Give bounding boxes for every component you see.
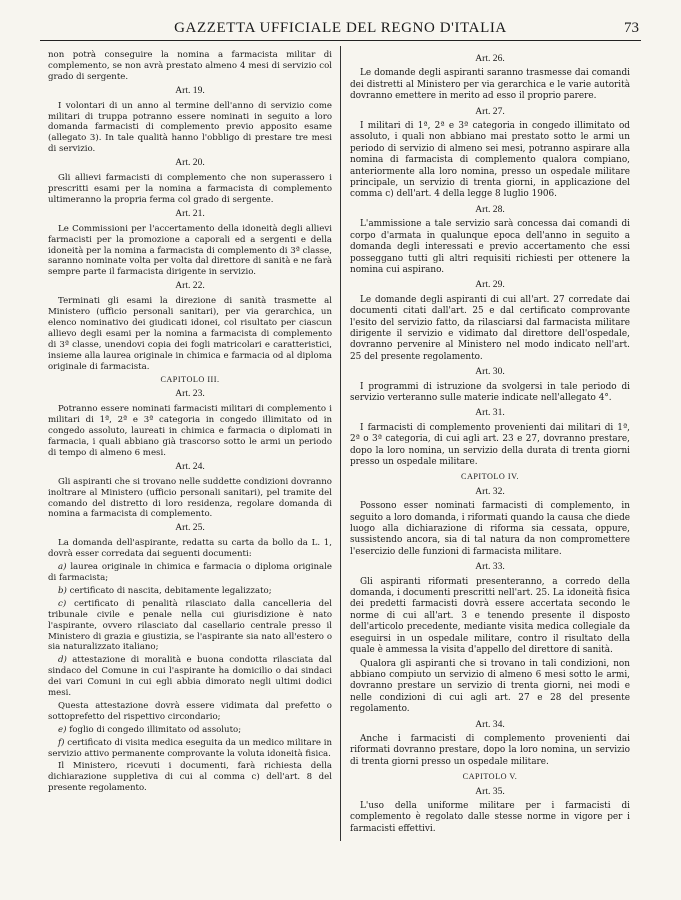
article-heading: Art. 23. xyxy=(175,388,205,400)
article-paragraph: Gli allievi farmacisti di complemento che non superassero i prescritti esami per la nomina a farmacista di complemento ultimeranno la propria ferma col grado di sergente. xyxy=(48,173,332,205)
article-paragraph: Possono esser nominati farmacisti di complemento, in seguito a loro domanda, i riformati quando la causa che diede luogo alla dichiarazione di riforma sia cessata, oppure, sussistendo ancora, sia di tal natura da non compromettere l'esercizio delle funzioni di farmacista militare. xyxy=(350,501,630,557)
article-paragraph: Terminati gli esami la direzione di sanità trasmette al Ministero (ufficio personali sanitari), per via gerarchica, un elenco nominativo dei giudicati idonei, col risultato per ciascun allievo degli esami per la nomina a farmacista di complemento di 3ª classe, unendovi copia dei fogli matricolari e caratteristici, insieme alla laurea originale in chimica e farmacia od al diploma originale di farmacista. xyxy=(48,296,332,372)
list-item xyxy=(48,586,332,597)
article-paragraph: Le domande degli aspiranti saranno trasmesse dai comandi dei distretti al Ministero per via gerarchica e le varie autorità dovranno emettere in merito ad esso il proprio parere. xyxy=(350,68,630,102)
chapter-heading: CAPITOLO IV. xyxy=(460,472,519,482)
article-heading: Art. 27. xyxy=(475,105,505,117)
article-paragraph: Il Ministero, ricevuti i documenti, farà richiesta della dichiarazione suppletiva di cui al comma c) dell'art. 8 del presente regolamento. xyxy=(48,761,332,794)
list-item-text: certificato di visita medica eseguita da un medico militare in servizio attivo permanente comprovante la voluta idoneità fisica. xyxy=(48,737,332,759)
chapter-heading: CAPITOLO V. xyxy=(462,772,518,782)
list-item-text: foglio di congedo illimitato od assoluto; xyxy=(69,724,242,735)
article-heading: Art. 28. xyxy=(475,203,505,215)
list-item xyxy=(48,599,332,654)
list-item xyxy=(48,562,332,584)
article-paragraph: Le domande degli aspiranti di cui all'art. 27 corredate dai documenti citati dall'art. 25 e dal certificato comprovante l'esito del servizio fatto, da rilasciarsi dal farmacista militare dirigente il servizio e vidimato dal direttore dell'ospedale, dovranno pervenire al Ministero nel modo indicato nell'art. 25 del presente regolamento. xyxy=(350,294,630,362)
article-paragraph: Questa attestazione dovrà essere vidimata dal prefetto o sottoprefetto del rispettivo circondario; xyxy=(48,700,332,722)
list-marker: f) xyxy=(58,737,65,748)
list-marker: d) xyxy=(58,655,67,666)
article-paragraph: I programmi di istruzione da svolgersi in tale periodo di servizio verteranno sulle materie indicate nell'allegato 4°. xyxy=(350,381,630,403)
article-heading: Art. 21. xyxy=(175,207,205,219)
article-heading: Art. 24. xyxy=(175,460,205,472)
article-paragraph: L'ammissione a tale servizio sarà concessa dai comandi di corpo d'armata in qualunque epoca dell'anno in seguito a domanda degli interessati e previo accertamento che essi posseggano tutti gli altri requisiti richiesti per ottenere la nomina cui aspirano. xyxy=(350,219,630,275)
article-paragraph: I volontari di un anno al termine dell'anno di servizio come militari di truppa potranno essere nominati in seguito a loro domanda farmacisti di complemento previo apposito esame (allegato 3). In tale qualità hanno l'obbligo di prestare tre mesi di servizio. xyxy=(48,100,332,155)
list-item-text: certificato di nascita, debitamente legalizzato; xyxy=(69,585,272,596)
article-heading: Art. 35. xyxy=(475,785,505,797)
article-heading: Art. 33. xyxy=(475,561,505,573)
list-marker: a) xyxy=(58,562,67,573)
list-marker: e) xyxy=(58,724,67,735)
article-paragraph: Potranno essere nominati farmacisti militari di complemento i militari di 1ª, 2ª e 3ª categoria in congedo illimitato od in congedo assoluto, laureati in chimica e farmacia o diplomati in farmacia, i quali abbiano già trascorso sotto le armi un periodo di tempo di almeno 6 mesi. xyxy=(48,404,332,458)
page-header xyxy=(40,18,641,41)
right-column xyxy=(350,50,630,840)
article-heading: Art. 22. xyxy=(175,280,205,292)
list-marker: b) xyxy=(58,585,67,596)
column-divider xyxy=(340,46,341,841)
article-paragraph: La domanda dell'aspirante, redatta su carta da bollo da L. 1, dovrà esser corredata dai seguenti documenti: xyxy=(48,538,332,560)
article-heading: Art. 29. xyxy=(475,279,505,291)
article-heading: Art. 34. xyxy=(475,718,505,730)
article-paragraph: L'uso della uniforme militare per i farmacisti di complemento è regolato dalle stesse norme in vigore per i farmacisti effettivi. xyxy=(350,800,630,834)
list-marker: c) xyxy=(58,598,67,609)
article-heading: Art. 20. xyxy=(175,157,205,169)
page-number: 73 xyxy=(624,20,639,36)
article-heading: Art. 19. xyxy=(175,84,205,96)
article-paragraph: Anche i farmacisti di complemento provenienti dai riformati dovranno prestare, dopo la loro nomina, un servizio di trenta giorni presso un ospedale militare. xyxy=(350,733,630,767)
article-paragraph: Qualora gli aspiranti che si trovano in tali condizioni, non abbiano compiuto un servizio di almeno 6 mesi sotto le armi, dovranno prestare un servizio di trenta giorni, nei modi e nelle condizioni di cui agli art. 27 e 28 del presente regolamento. xyxy=(350,658,630,715)
running-title: GAZZETTA UFFICIALE DEL REGNO D'ITALIA xyxy=(174,20,507,36)
article-heading: Art. 25. xyxy=(175,522,205,534)
list-item-text: laurea originale in chimica e farmacia o diploma originale di farmacista; xyxy=(48,562,332,583)
list-item xyxy=(48,655,332,699)
list-item xyxy=(48,725,332,736)
continued-paragraph: non potrà conseguire la nomina a farmacista militar di complemento, se non avrà prestato almeno 4 mesi di servizio col grado di sergente. xyxy=(48,50,332,82)
article-heading: Art. 26. xyxy=(475,53,505,64)
article-paragraph: I militari di 1ª, 2ª e 3ª categoria in congedo illimitato od assoluto, i quali non abbiano mai prestato sotto le armi un periodo di servizio di almeno sei mesi, potranno aspirare alla nomina di farmacista di complemento qualora compiano, anteriormente alla loro nomina, presso un ospedale militare principale, un servizio di trenta giorni, in applicazione del comma c) dell'art. 4 della legge 8 luglio 1906. xyxy=(350,121,630,200)
list-item xyxy=(48,738,332,760)
article-heading: Art. 31. xyxy=(475,407,505,419)
article-paragraph: Le Commissioni per l'accertamento della idoneità degli allievi farmacisti per la promozione a caporali ed a sergenti e della idoneità per la nomina a farmacista di complemento di 3ª classe, saranno nominate volta per volta dal direttore di sanità e ne farà sempre parte il farmacista dirigente in servizio. xyxy=(48,223,332,278)
list-item-text: certificato di penalità rilasciato dalla cancelleria del tribunale civile e penale nella cui giurisdizione è nato l'aspirante, ovvero rilasciato dal casellario centrale presso il Ministero di grazia e giustizia, se l'aspirante sia nato all'estero o sia naturalizzato italiano; xyxy=(48,598,332,653)
list-item-text: attestazione di moralità e buona condotta rilasciata dal sindaco del Comune in cui l'aspirante ha domicilio o dai sindaci dei vari Comuni in cui egli abbia dimorato negli ultimi dodici mesi. xyxy=(48,655,332,699)
article-heading: Art. 30. xyxy=(475,366,505,378)
article-paragraph: Gli aspiranti che si trovano nelle suddette condizioni dovranno inoltrare al Ministero (ufficio personali sanitari), pel tramite del comando del distretto di loro residenza, regolare domanda di nomina a farmacista di complemento. xyxy=(48,476,332,520)
article-paragraph: I farmacisti di complemento provenienti dai militari di 1ª, 2ª o 3ª categoria, di cui agli art. 23 e 27, dovranno prestare, dopo la loro nomina, un servizio della durata di trenta giorni presso un ospedale militare. xyxy=(350,422,630,467)
left-column xyxy=(48,50,332,840)
chapter-heading: CAPITOLO III. xyxy=(160,375,220,385)
article-paragraph: Gli aspiranti riformati presenteranno, a corredo della domanda, i documenti prescritti nell'art. 25. La idoneità fisica dei predetti farmacisti dovrà essere accertata secondo le norme di cui all'art. 3 e tenendo presente il disposto dell'articolo precedente, mediante visita medica collegiale da eseguirsi in un ospedale militare, contro il risultato della quale è ammessa la visita d'appello del direttore di sanità. xyxy=(350,576,630,656)
article-heading: Art. 32. xyxy=(475,485,505,497)
